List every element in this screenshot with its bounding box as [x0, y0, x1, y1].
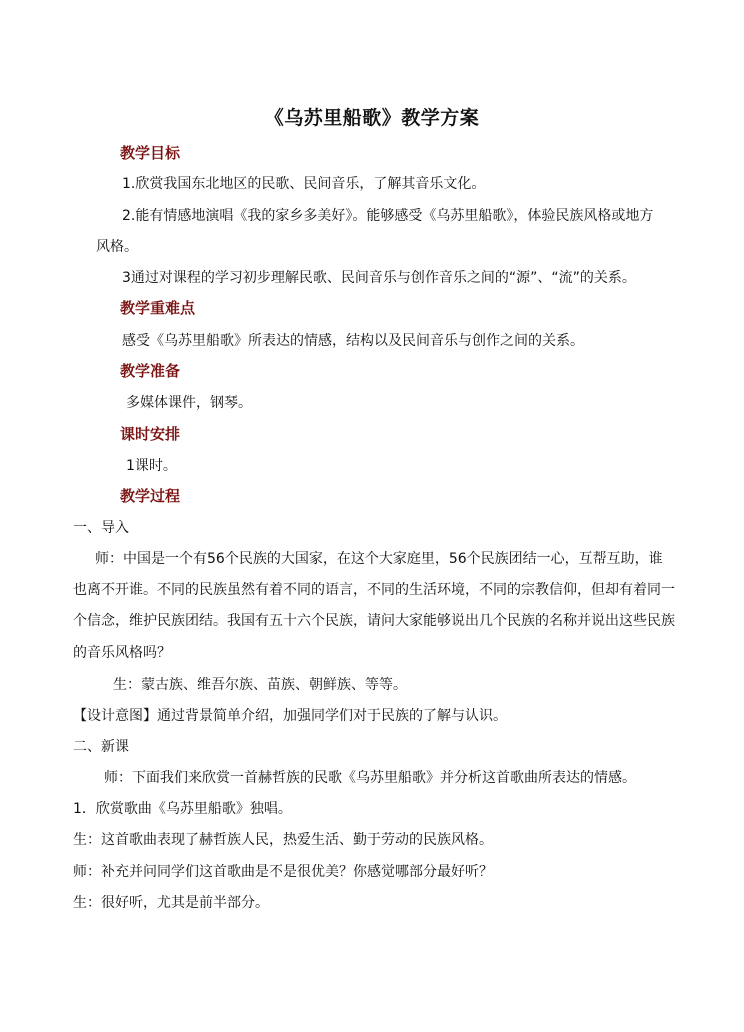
teacher-intro-line-4: 的音乐风格吗？: [73, 645, 171, 661]
key-points-text: 感受《乌苏里船歌》所表达的情感，结构以及民间音乐与创作之间的关系。: [122, 333, 584, 349]
heading-teaching-goals: 教学目标: [120, 144, 181, 162]
goal-item-3: 3通过对课程的学习初步理解民歌、民间音乐与创作音乐之间的“源”、“流”的关系。: [122, 270, 636, 286]
teacher-intro-line-2: 也离不开谁。不同的民族虽然有着不同的语言，不同的生活环境，不同的宗教信仰，但却有着同一: [73, 582, 675, 598]
student-answer-1: 生：蒙古族、维吾尔族、苗族、朝鲜族、等等。: [113, 677, 407, 693]
goal-item-1: 1.欣赏我国东北地区的民歌、民间音乐，了解其音乐文化。: [122, 176, 486, 192]
heading-schedule: 课时安排: [120, 425, 181, 443]
heading-preparation: 教学准备: [120, 362, 181, 380]
part-1-title: 一、导入: [73, 520, 129, 536]
goal-item-2-line-2: 风格。: [96, 239, 138, 255]
teacher-new-1: 师：下面我们来欣赏一首赫哲族的民歌《乌苏里船歌》并分析这首歌曲所表达的情感。: [104, 770, 636, 786]
page-title: 《乌苏里船歌》教学方案: [264, 107, 480, 129]
design-intent: 【设计意图】通过背景简单介绍，加强同学们对于民族的了解与认识。: [73, 708, 507, 724]
teacher-new-2: 师：补充并问同学们这首歌曲是不是很优美？你感觉哪部分最好听？: [73, 864, 493, 880]
teacher-intro-line-3: 个信念，维护民族团结。我国有五十六个民族，请问大家能够说出几个民族的名称并说出这些民族: [73, 613, 675, 629]
student-answer-2: 生：这首歌曲表现了赫哲族人民，热爱生活、勤于劳动的民族风格。: [73, 832, 493, 848]
preparation-text: 多媒体课件，钢琴。: [126, 395, 252, 411]
part-2-title: 二、新课: [73, 739, 129, 755]
heading-key-points: 教学重难点: [120, 299, 196, 317]
student-answer-3: 生：很好听，尤其是前半部分。: [73, 895, 269, 911]
goal-item-2-line-1: 2.能有情感地演唱《我的家乡多美好》。能够感受《乌苏里船歌》，体验民族风格或地方: [122, 208, 654, 224]
step-1: 1．欣赏歌曲《乌苏里船歌》独唱。: [73, 801, 292, 817]
heading-teaching-process: 教学过程: [120, 487, 181, 505]
schedule-text: 1课时。: [126, 458, 177, 474]
teacher-intro-line-1: 师：中国是一个有56个民族的大国家，在这个大家庭里，56个民族团结一心，互帮互助，谁: [95, 551, 663, 567]
